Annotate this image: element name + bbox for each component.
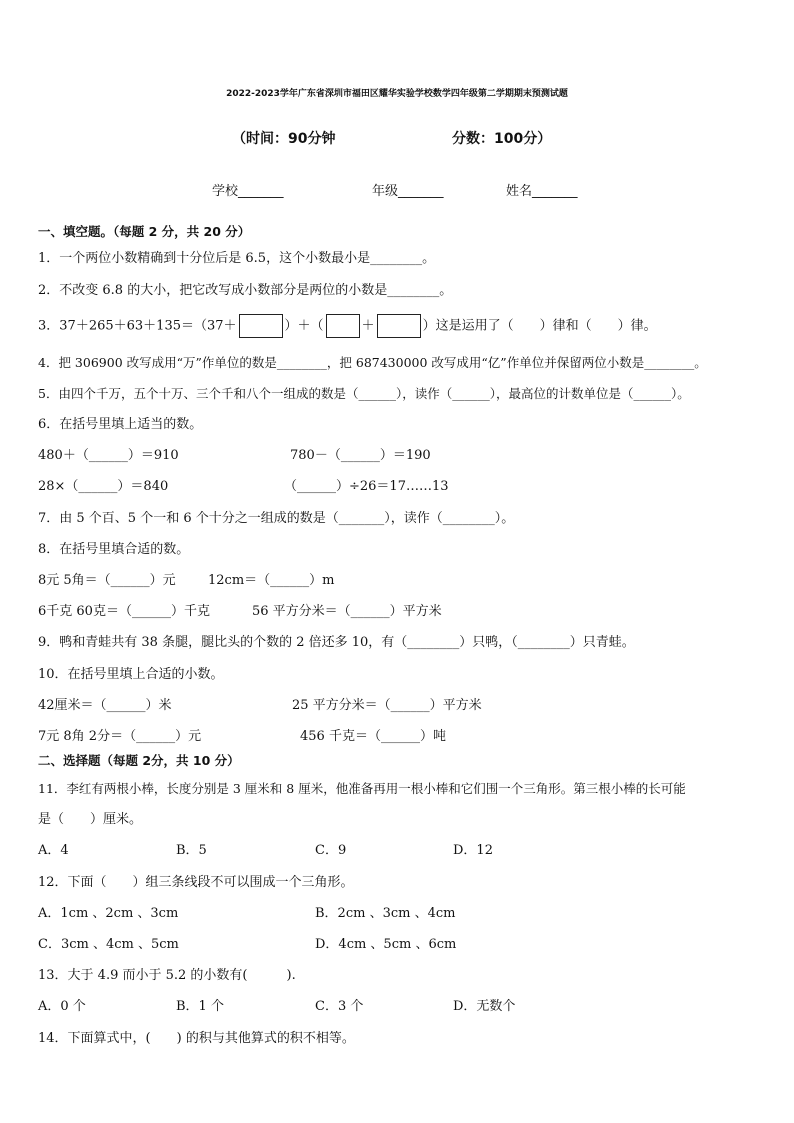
question-1: 1．一个两位小数精确到十分位后是 6.5，这个小数最小是________。 bbox=[38, 251, 436, 266]
question-14: 14．下面算式中，( ) 的积与其他算式的积不相等。 bbox=[38, 1031, 355, 1046]
question-11-cont: 是（ ）厘米。 bbox=[38, 812, 143, 827]
q11-option-b[interactable]: B．5 bbox=[176, 843, 207, 858]
q3-part-d: ）这是运用了（ ）律和（ ）律。 bbox=[422, 318, 657, 334]
q6-item-a: 480＋（______）＝910 bbox=[38, 448, 179, 463]
q10-item-b: 25 平方分米＝（______）平方米 bbox=[292, 698, 482, 713]
school-field[interactable]: 学校_______ bbox=[212, 184, 284, 199]
q3-part-c: ＋ bbox=[361, 318, 375, 334]
question-11: 11．李红有两根小棒，长度分别是 3 厘米和 8 厘米，他准备再用一根小棒和它们围一个三角形。第三根小棒的长可能 bbox=[38, 781, 686, 796]
q8-item-d: 56 平方分米＝（______）平方米 bbox=[252, 604, 442, 619]
answer-box[interactable] bbox=[239, 314, 283, 338]
q6-item-c: 28×（______）＝840 bbox=[38, 479, 169, 494]
section-heading-fill: 一、填空题。（每题 2 分，共 20 分） bbox=[38, 224, 251, 239]
grade-field[interactable]: 年级_______ bbox=[372, 184, 444, 199]
q8-item-c: 6千克 60克＝（______）千克 bbox=[38, 604, 210, 619]
exam-score: 分数：100分） bbox=[452, 131, 552, 147]
q13-option-b[interactable]: B．1 个 bbox=[176, 999, 224, 1014]
name-field[interactable]: 姓名_______ bbox=[506, 184, 578, 199]
question-8: 8．在括号里填合适的数。 bbox=[38, 542, 190, 557]
q12-option-d[interactable]: D．4cm 、5cm 、6cm bbox=[315, 937, 457, 952]
answer-box[interactable] bbox=[377, 314, 421, 338]
q11-option-a[interactable]: A．4 bbox=[38, 843, 69, 858]
q6-item-b: 780－（______）＝190 bbox=[290, 448, 431, 463]
question-10: 10．在括号里填上合适的小数。 bbox=[38, 667, 224, 682]
exam-time: （时间：90分钟 bbox=[232, 131, 336, 147]
q10-item-a: 42厘米＝（______）米 bbox=[38, 698, 172, 713]
question-7: 7．由 5 个百、5 个一和 6 个十分之一组成的数是（_______），读作（________）。 bbox=[38, 511, 515, 526]
answer-box[interactable] bbox=[326, 314, 360, 338]
q10-item-d: 456 千克＝（______）吨 bbox=[300, 729, 446, 744]
q3-part-a: 3．37＋265＋63＋135＝（37＋ bbox=[38, 318, 237, 334]
question-4: 4．把 306900 改写成用“万”作单位的数是________，把 687430000 改写成用“亿”作单位并保留两位小数是________。 bbox=[38, 355, 707, 370]
question-3 bbox=[38, 314, 657, 339]
q6-item-d: （______）÷26＝17……13 bbox=[284, 479, 449, 494]
q11-option-c[interactable]: C．9 bbox=[315, 843, 347, 858]
q8-item-a: 8元 5角＝（______）元 bbox=[38, 573, 176, 588]
q13-option-a[interactable]: A．0 个 bbox=[38, 999, 86, 1014]
page-title: 2022-2023学年广东省深圳市福田区耀华实验学校数学四年级第二学期期末预测试题 bbox=[226, 89, 568, 99]
question-13: 13．大于 4.9 而小于 5.2 的小数有( ). bbox=[38, 968, 296, 983]
q12-option-a[interactable]: A．1cm 、2cm 、3cm bbox=[38, 906, 179, 921]
q10-item-c: 7元 8角 2分＝（______）元 bbox=[38, 729, 202, 744]
q13-option-c[interactable]: C．3 个 bbox=[315, 999, 364, 1014]
q3-part-b: ）＋（ bbox=[284, 318, 324, 334]
question-9: 9．鸭和青蛙共有 38 条腿，腿比头的个数的 2 倍还多 10，有（________）只鸭，（________）只青蛙。 bbox=[38, 635, 635, 650]
q12-option-c[interactable]: C．3cm 、4cm 、5cm bbox=[38, 937, 179, 952]
q12-option-b[interactable]: B．2cm 、3cm 、4cm bbox=[315, 906, 456, 921]
question-6: 6．在括号里填上适当的数。 bbox=[38, 417, 203, 432]
question-12: 12．下面（ ）组三条线段不可以围成一个三角形。 bbox=[38, 875, 354, 890]
q8-item-b: 12cm＝（______）m bbox=[208, 573, 335, 588]
q11-option-d[interactable]: D．12 bbox=[453, 843, 493, 858]
question-5: 5．由四个千万，五个十万、三个千和八个一组成的数是（______），读作（______），最高位的计数单位是（______）。 bbox=[38, 386, 690, 401]
question-2: 2．不改变 6.8 的大小，把它改写成小数部分是两位的小数是________。 bbox=[38, 283, 453, 298]
section-heading-choice: 二、选择题（每题 2分，共 10 分） bbox=[38, 753, 240, 768]
q13-option-d[interactable]: D．无数个 bbox=[453, 999, 516, 1014]
